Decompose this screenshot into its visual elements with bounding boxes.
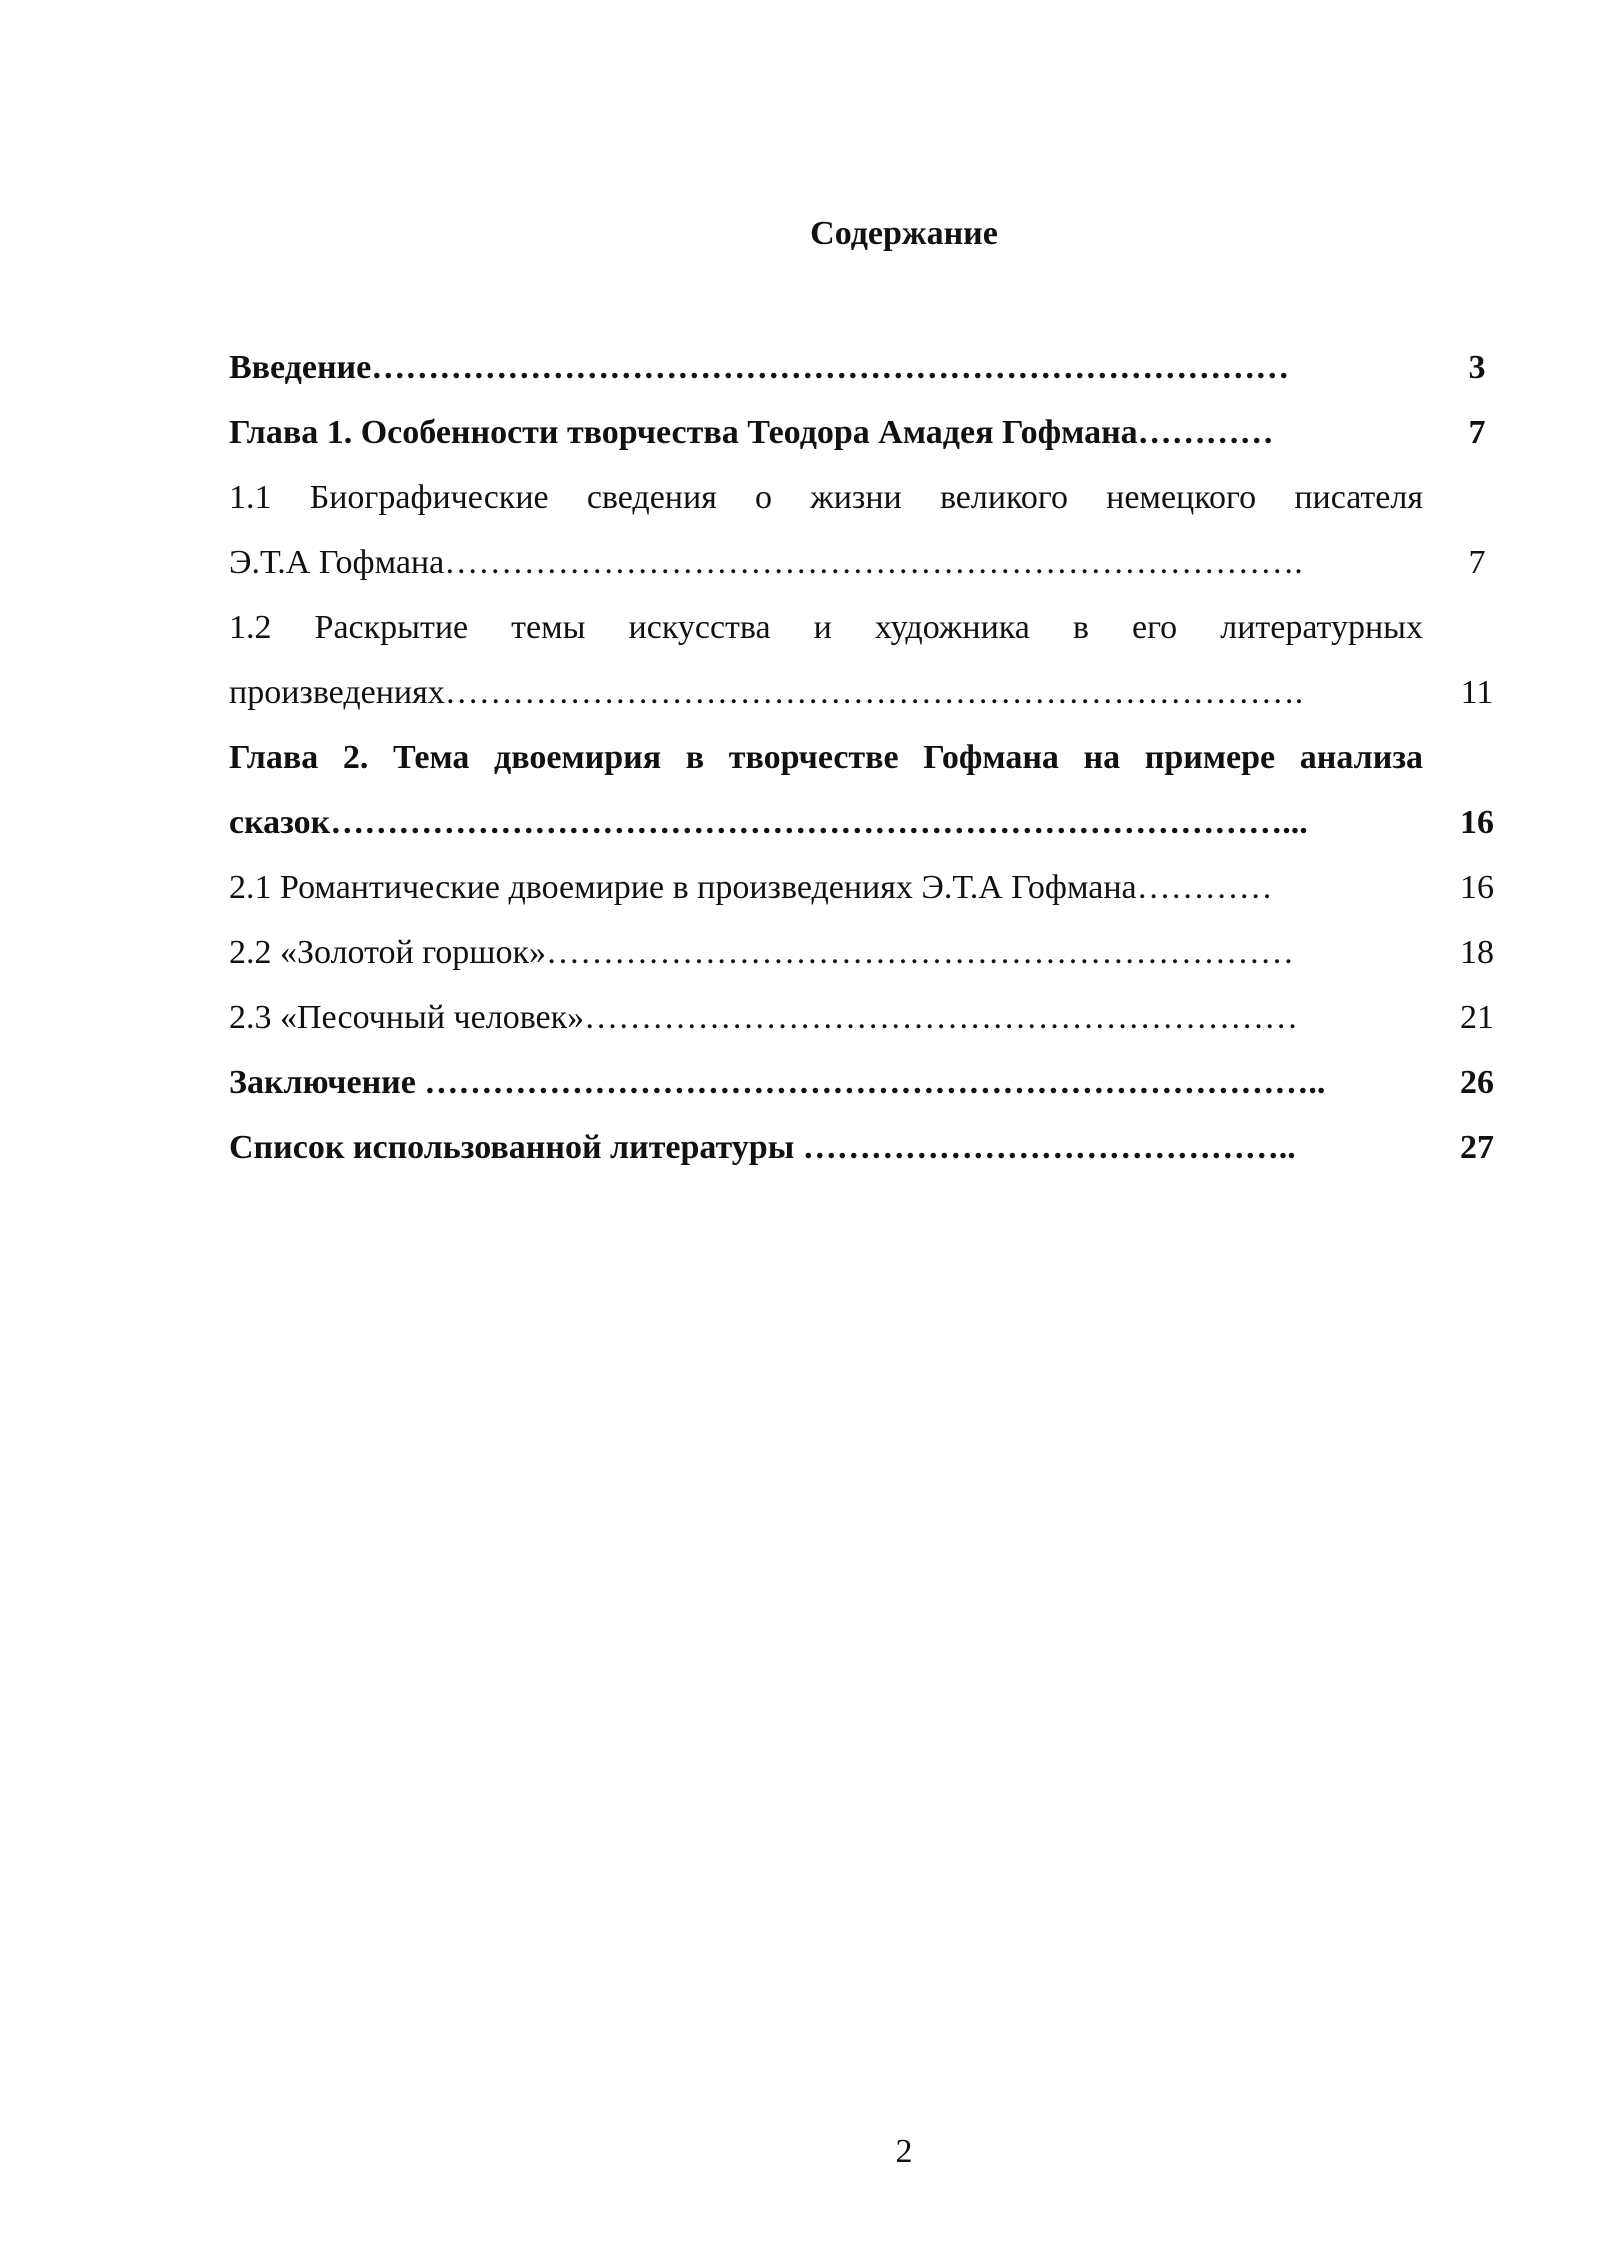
page-number: 2: [895, 2133, 913, 2170]
toc-entry-section-2-3: 2.3 «Песочный человек»………………………………………………………: [229, 999, 1299, 1036]
page-title: Содержание: [810, 215, 998, 252]
toc-page-number: 11: [1460, 674, 1494, 711]
toc-entry-bibliography: Список использованной литературы ……………………………………..: [229, 1129, 1296, 1166]
toc-entry-section-1-2-continued: произведениях………………………………………………………………….: [229, 674, 1304, 711]
toc-page-number: 16: [1460, 869, 1494, 906]
toc-page-number: 7: [1468, 544, 1486, 581]
toc-entry-chapter-2-continued: сказок…………………………………………………………………………...: [229, 804, 1308, 841]
toc-page-number: 21: [1460, 999, 1494, 1036]
toc-entry-section-1-1: 1.1 Биографические сведения о жизни великого немецкого писателя: [229, 479, 1423, 516]
toc-entry-introduction: Введение………………………………………………………………………: [229, 349, 1290, 386]
toc-page-number: 26: [1460, 1064, 1494, 1101]
toc-entry-chapter-2: Глава 2. Тема двоемирия в творчестве Гофмана на примере анализа: [229, 739, 1423, 776]
toc-entry-conclusion: Заключение ……………………………………………………………………..: [229, 1064, 1326, 1101]
toc-entry-section-1-1-continued: Э.Т.А Гофмана………………………………………………………………….: [229, 544, 1303, 581]
toc-page-number: 3: [1468, 349, 1486, 386]
toc-entry-section-2-2: 2.2 «Золотой горшок»…………………………………………………………: [229, 934, 1295, 971]
toc-page-number: 18: [1460, 934, 1494, 971]
toc-entry-section-1-2: 1.2 Раскрытие темы искусства и художника в его литературных: [229, 609, 1423, 646]
toc-page-number: 7: [1468, 414, 1486, 451]
toc-page-number: 16: [1460, 804, 1494, 841]
toc-page-number: 27: [1460, 1129, 1494, 1166]
toc-entry-chapter-1: Глава 1. Особенности творчества Теодора Амадея Гофмана…………: [229, 414, 1274, 451]
toc-entry-section-2-1: 2.1 Романтические двоемирие в произведениях Э.Т.А Гофмана…………: [229, 869, 1273, 906]
